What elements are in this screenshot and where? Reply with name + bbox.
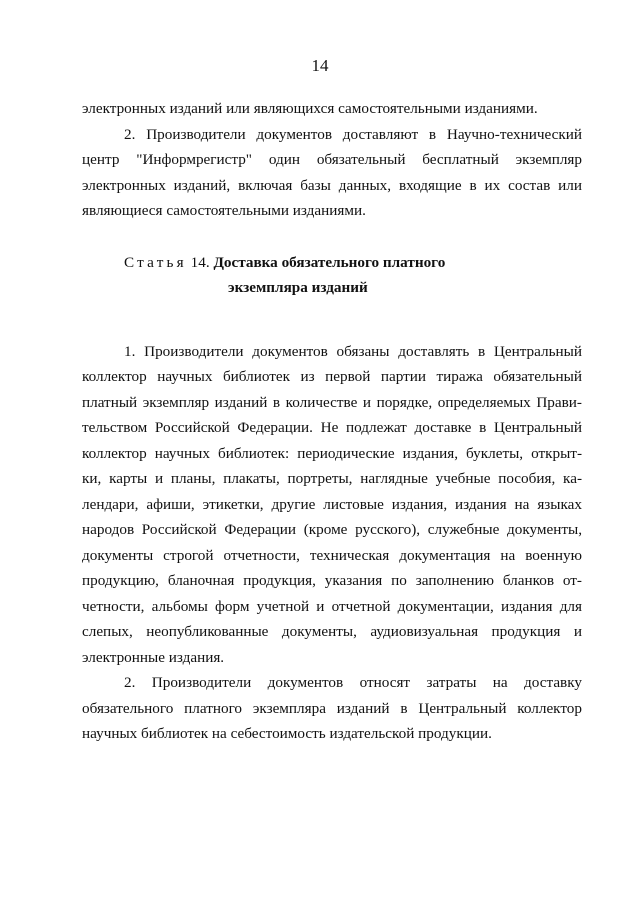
text-line: коллектор научных библиотек из первой партии тиража обязательный [82,368,582,385]
spacer [82,301,582,339]
text-line: 1. Производители документов обязаны доставлять в Центральный [124,342,582,360]
article-title: Доставка обязательного платного [213,253,446,271]
text-line: являющиеся самостоятельными изданиями. [82,202,366,219]
text-line: народов Российской Федерации (кроме русского), служебные документы, [82,521,582,538]
text-line: центр "Информрегистр" один обязательный бесплатный экземпляр [82,151,582,168]
article-word: Статья [124,253,187,271]
article-heading [82,250,582,276]
text-line: обязательного платного экземпляра изданий в Центральный коллектор [82,699,582,717]
text-line: научных библиотек на себестоимость издательской продукции. [82,725,492,742]
document-body [82,96,582,747]
text-line: электронных изданий или являющихся самостоятельными изданиями. [82,100,538,117]
spacer [82,224,582,250]
text-line: документы строгой отчетности, техническая документация на военную [82,546,582,564]
article-number: 14. [190,253,210,271]
text-line: слепых, неопубликованные документы, аудиовизуальная продукция и [82,623,582,640]
text-line: ки, карты и планы, плакаты, портреты, наглядные учебные пособия, ка- [82,470,582,487]
text-line: электронных изданий, включая базы данных, входящие в их состав или [82,176,582,194]
text-line: лендари, афиши, этикетки, другие листовые издания, издания на языках [82,495,582,513]
text-line: платный экземпляр изданий в количестве и порядке, определяемых Прави- [82,393,582,411]
article-title-continuation: экземпляра изданий [228,279,368,296]
text-line: коллектор научных библиотек: периодические издания, буклеты, открыт- [82,444,582,462]
text-line: тельством Российской Федерации. Не подлежат доставке в Центральный [82,419,582,436]
text-line: продукцию, бланочная продукция, указания по заполнению бланков от- [82,572,582,589]
text-line: четности, альбомы форм учетной и отчетной документации, издания для [82,597,582,615]
text-line: 2. Производители документов относят затраты на доставку [124,674,582,691]
text-line: 2. Производители документов доставляют в Научно-технический [124,125,582,143]
page-number: 14 [311,56,329,75]
text-line: электронные издания. [82,648,225,666]
